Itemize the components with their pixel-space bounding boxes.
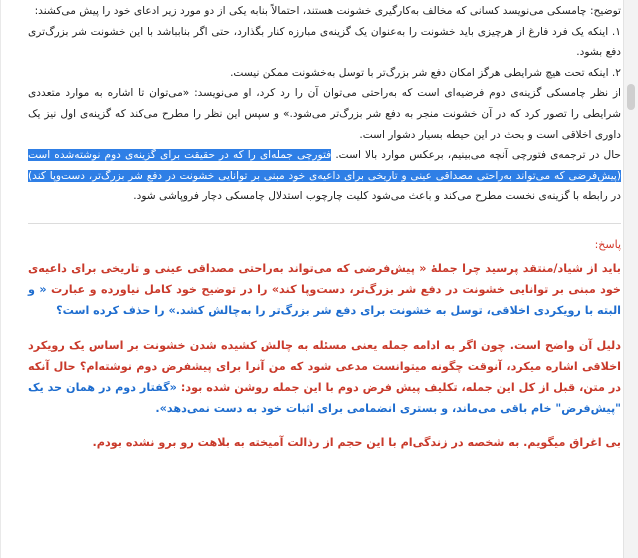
scrollbar-thumb[interactable] [627, 84, 635, 110]
vertical-scrollbar[interactable] [623, 0, 638, 558]
quote-p5-start: حال در ترجمه‌ی فتورچی آنچه می‌بینیم، برعکس موارد بالا است. [331, 149, 621, 162]
quote-paragraph-4: از نظر چامسکی گزینه‌ی دوم فرضیه‌ای است که به‌راحتی می‌توان آن را رد کرد، او می‌نویسد: «می‌توان تا اشاره به موارد متعددی شرایطی را تصور کرد که در آن خشونت منجر به دفع شر بزرگ‌تر می‌شود.» و سپس این نظر را مطرح می‌کند که گزینه‌ی اول نیز یک داوری اخلاقی است و بحث در این حیطه بسیار دشوار است. [28, 87, 621, 141]
answer-p2-red: دلیل آن واضح است. چون اگر به ادامه جمله یعنی مسئله به چالش کشیده شدن خشونت بر اساس یک رویکرد اخلاقی اشاره میکرد، آنوقت چگونه میتوانست مدعی شود که من آنرا برای پیشفرض دوم نوشته‌ام؟ حال آنکه در متن، قبل از کل این جمله، تکلیف پیش فرض دوم با این جمله روشن شده بود: [28, 338, 621, 394]
answer-heading: پاسخ: [594, 237, 621, 251]
section-divider [28, 223, 621, 224]
answer-body [28, 258, 621, 454]
quote-paragraph-5[interactable] [28, 145, 621, 207]
answer-paragraph-1 [28, 258, 621, 322]
answer-p3-red: بی اغراق میگویم. به شخصه در زندگی‌ام با این حجم از رذالت آمیخته به بلاهت رو برو نشده بودم. [92, 436, 621, 450]
answer-p1-red: باید از شیاد/منتقد پرسید چرا جملهٔ « پیش‌فرضی که می‌تواند به‌راحتی مصداقی عینی و تاریخی برای داعیه‌ی خود مبنی بر توانایی خشونت در دفع شر بزرگ‌تر، دست‌وپا کند» را در توضیح خود کامل نیاورده و عبارت [28, 261, 621, 297]
quote-p5-end: در رابطه با گزینه‌ی نخست مطرح می‌کند و باعث می‌شود کلیت چارچوب استدلال چامسکی دچار فروپاشی شود. [133, 190, 621, 203]
answer-p1-blue: « و البته با رویکردی اخلاقی، توسل به خشونت برای دفع شر بزرگ‌تر را به‌چالش کشد.» را حذف کرده است؟ [28, 283, 621, 318]
quoted-critique [28, 0, 621, 207]
quote-paragraph-2: ۱. اینکه یک فرد فارغ از هرچیزی باید خشونت را به‌عنوان یک گزینه‌ی مبارزه کنار بگذارد، حتی اگر بنابباشد با این خشونت شر بزرگ‌تری دفع بشود. [28, 25, 621, 59]
quote-paragraph-1: توضیح: چامسکی می‌نویسد کسانی که مخالف به‌کارگیری خشونت هستند، احتمالاً بنابه یکی از دو مورد زیر ادعای خود را پیش می‌کشند: [34, 5, 621, 17]
answer-paragraph-3 [28, 432, 621, 453]
quote-paragraph-3: ۲. اینکه تحت هیچ شرایطی هرگز امکان دفع شر بزرگ‌تر با توسل به‌خشونت ممکن نیست. [230, 66, 621, 79]
answer-p2-quote: «گفتار دوم در همان حد یک "پیش‌فرض" خام باقی می‌ماند، و بستری انضمامی برای اثبات خود به دست نمی‌دهد». [28, 380, 621, 416]
selected-text-highlight[interactable]: فتورچی جمله‌ای را که در حقیقت برای گزینه‌ی دوم نوشته‌شده است (پیش‌فرضی که می‌تواند به‌راحتی مصداقی عینی و تاریخی برای داعیه‌ی خود مبنی بر توانایی خشونت در دفع شر بزرگ‌تر، دست‌وپا کند) [28, 149, 621, 182]
answer-paragraph-2 [28, 335, 621, 420]
content-column [28, 0, 621, 558]
left-edge [0, 0, 1, 558]
